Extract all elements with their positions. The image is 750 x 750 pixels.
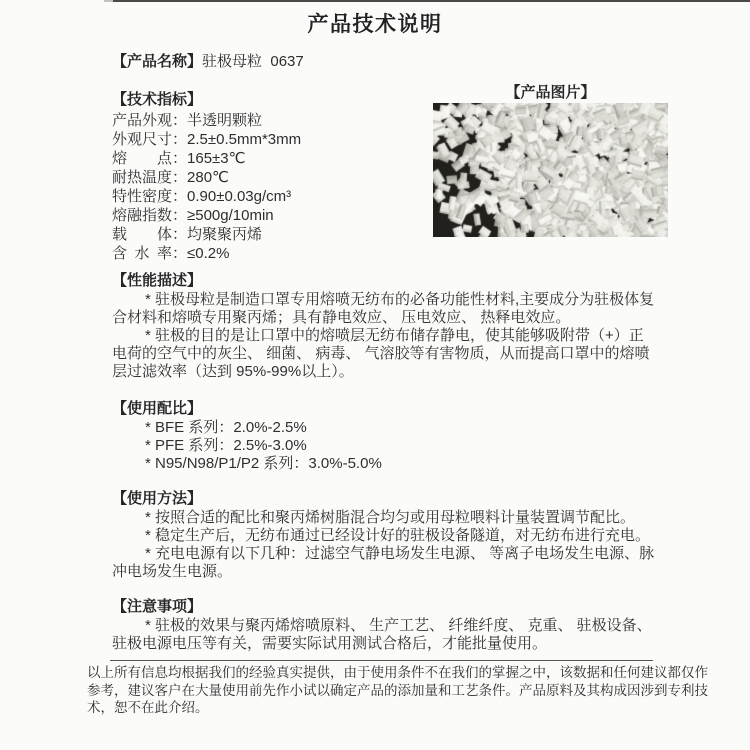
performance-paragraph: * 驻极的目的是让口罩中的熔喷层无纺布储存静电，使其能够吸附带（+）正电荷的空气中的灰尘、 细菌、 病毒、 气溶胶等有害物质，从而提高口罩中的熔喷层过滤效率（达到 95%-99%以上）。	[112, 327, 650, 380]
notes-header: 【注意事项】	[112, 598, 203, 615]
top-edge-fragment-light	[104, 0, 113, 2]
usage-method-header: 【使用方法】	[112, 490, 203, 507]
spec-label: 含水率	[112, 245, 172, 262]
usage-ratio-section	[112, 399, 656, 473]
product-photo	[433, 103, 668, 237]
usage-item: * 按照合适的配比和聚丙烯树脂混合均匀或用母粒喂料计量装置调节配比。	[145, 509, 636, 526]
spec-row: 载体：均聚聚丙烯	[112, 226, 263, 243]
spec-label: 熔融指数	[112, 207, 173, 224]
product-photo-header: 【产品图片】	[505, 84, 596, 101]
top-edge-fragment-dark	[113, 0, 750, 2]
product-name-label: 【产品名称】	[112, 53, 203, 70]
usage-ratio-header: 【使用配比】	[112, 400, 203, 417]
performance-paragraph: * 驻极母粒是制造口罩专用熔喷无纺布的必备功能性材料,主要成分为驻极体复合材料和熔喷专用聚丙烯；具有静电效应、 压电效应、 热释电效应。	[112, 291, 655, 326]
spec-label: 外观尺寸	[112, 131, 173, 148]
product-photo-block	[433, 84, 668, 237]
spec-value: 2.5±0.5mm*3mm	[187, 131, 302, 148]
spec-label: 产品外观	[112, 112, 173, 129]
spec-row: 外观尺寸：2.5±0.5mm*3mm	[112, 131, 302, 148]
spec-label: 特性密度	[112, 188, 173, 205]
disclaimer-text: 以上所有信息均根据我们的经验真实提供，由于使用条件不在我们的掌握之中，该数据和任何建议都仅作参考，建议客户在大量使用前先作小试以确定产品的添加量和工艺条件。产品原料及其构成因涉到专利技术，恕不在此介绍。	[87, 665, 708, 715]
usage-method-section	[112, 489, 656, 581]
ratio-item: * BFE 系列：2.0%-2.5%	[145, 419, 307, 436]
spec-value: 半透明颗粒	[187, 112, 263, 129]
ratio-item: * N95/N98/P1/P2 系列：3.0%-5.0%	[145, 455, 382, 472]
spec-row: 熔点：165±3℃	[112, 150, 246, 167]
footer-divider	[110, 660, 653, 661]
spec-row: 耐热温度：280℃	[112, 169, 229, 186]
spec-label: 载体	[112, 226, 172, 243]
spec-value: ≤0.2%	[187, 245, 230, 262]
spec-row: 特性密度：0.90±0.03g/cm³	[112, 188, 292, 205]
usage-item: * 充电电源有以下几种：过滤空气静电场发生电源、 等离子电场发生电源、脉冲电场发生电源。	[112, 545, 655, 580]
product-name-row	[112, 52, 656, 72]
spec-value: 165±3℃	[187, 150, 246, 167]
page-title: 产品技术说明	[307, 13, 443, 36]
spec-row: 产品外观：半透明颗粒	[112, 112, 263, 129]
spec-value: 均聚聚丙烯	[187, 226, 263, 243]
ratio-item: * PFE 系列：2.5%-3.0%	[145, 437, 307, 454]
notes-section	[112, 597, 656, 653]
spec-value: 0.90±0.03g/cm³	[187, 188, 292, 205]
tech-specs-header: 【技术指标】	[112, 91, 203, 108]
performance-section	[112, 271, 656, 381]
usage-item: * 稳定生产后，无纺布通过已经设计好的驻极设备隧道，对无纺布进行充电。	[145, 527, 651, 544]
spec-row: 熔融指数：≥500g/10min	[112, 207, 274, 224]
product-name-value: 驻极母粒 0637	[202, 53, 304, 70]
spec-value: 280℃	[187, 169, 229, 186]
spec-label: 耐热温度	[112, 169, 173, 186]
spec-label: 熔点	[112, 150, 172, 167]
performance-header: 【性能描述】	[112, 272, 203, 289]
spec-row: 含水率：≤0.2%	[112, 245, 230, 262]
notes-item: * 驻极的效果与聚丙烯熔喷原料、 生产工艺、 纤维纤度、 克重、 驻极设备、驻极电源电压等有关，需要实际试用测试合格后，才能批量使用。	[112, 617, 652, 652]
spec-value: ≥500g/10min	[187, 207, 274, 224]
